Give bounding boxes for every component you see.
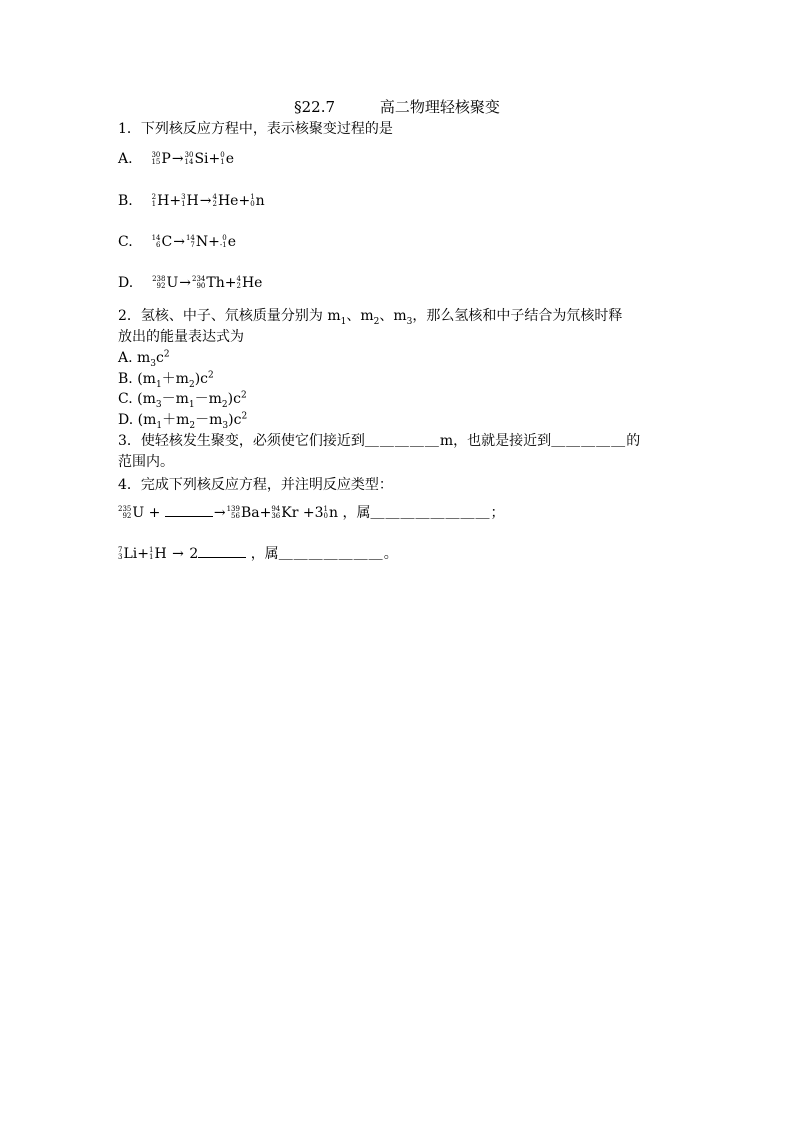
q1-stem: 1．下列核反应方程中，表示核聚变过程的是	[118, 121, 393, 137]
q2-option-d: D. $(m_1+m_2-m_3)c^2$	[118, 411, 248, 431]
q1-option-a: A. 30 15 P→ 30 14 Si+ 0 1 e	[118, 151, 235, 167]
q1-option-c: C. 14 6 C→ 14 7 N+ 0 -1 e	[118, 234, 236, 250]
q4-reaction-1: 235 92 U + → 139 56 Ba+ 94 36 Kr +3 1 0 n ，属＿＿＿＿＿＿＿＿；	[118, 505, 505, 521]
q2-option-a: A. $m_3c^2$	[118, 349, 170, 369]
section-number: §22.7	[294, 98, 336, 116]
reaction-1-blank[interactable]	[165, 504, 213, 517]
q2-stem-line2: 放出的能量表达式为	[118, 329, 244, 345]
q1-option-b: B. 2 1 H+ 3 1 H→ 4 2 He+ 1 0 n	[118, 193, 265, 209]
q4-stem: 4．完成下列核反应方程，并注明反应类型：	[118, 477, 393, 493]
title-text: 高二物理轻核聚变	[379, 98, 500, 116]
q3-line2: 范围内。	[118, 454, 174, 470]
q2-option-b: B. $(m_1+m_2)c^2$	[118, 370, 214, 390]
page-title	[0, 96, 794, 117]
answer-blank-2[interactable]: ＿＿＿＿＿	[551, 433, 627, 449]
q2-option-c: C. $(m_3-m_1-m_2)c^2$	[118, 390, 247, 410]
reaction-2-blank[interactable]	[198, 545, 246, 558]
answer-blank-1[interactable]: ＿＿＿＿＿	[364, 433, 440, 449]
q2-stem-line1: 2．氢核、中子、氘核质量分别为 $m_1$、$m_2$、$m_3$，那么氢核和中子结合为氘核时释	[118, 308, 623, 327]
q3-line1: 3．使轻核发生聚变，必须使它们接近到＿＿＿＿＿m，也就是接近到＿＿＿＿＿的	[118, 433, 641, 449]
reaction-1-type-blank[interactable]: ＿＿＿＿＿＿＿＿	[370, 505, 491, 521]
q1-option-d: D. 238 92 U→ 234 90 Th+ 4 2 He	[118, 275, 263, 291]
q4-reaction-2: 7 3 Li+ 1 1 H → 2 ，属＿＿＿＿＿＿＿。	[118, 546, 398, 562]
reaction-2-type-blank[interactable]: ＿＿＿＿＿＿＿	[278, 546, 384, 562]
